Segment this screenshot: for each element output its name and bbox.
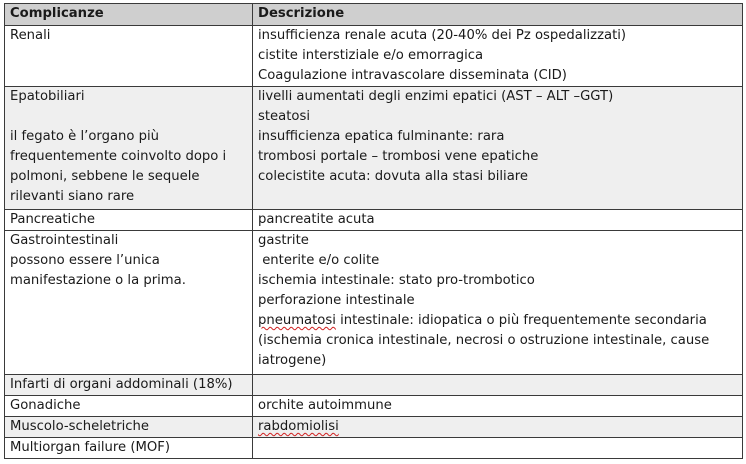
cell-description: [253, 375, 743, 396]
cell-complication: [5, 26, 253, 87]
cell-description: [253, 396, 743, 417]
cell-text: possono essere l’unica: [10, 253, 160, 268]
cell-text: intestinale: idiopatica o più frequentemente secondaria: [335, 313, 707, 328]
cell-description: [253, 438, 743, 459]
cell-text: ischemia intestinale: stato pro-trombotico: [258, 273, 535, 288]
header-complicanze: Complicanze: [5, 4, 253, 26]
cell-text: perforazione intestinale: [258, 293, 415, 308]
cell-text: steatosi: [258, 109, 311, 124]
cell-text: Multiorgan failure (MOF): [10, 440, 170, 455]
cell-text: pancreatite acuta: [258, 212, 375, 227]
table-row: [5, 396, 743, 417]
cell-text: Coagulazione intravascolare disseminata (CID): [258, 68, 567, 83]
cell-text: iatrogene): [258, 353, 327, 368]
cell-complication: [5, 375, 253, 396]
cell-text: enterite e/o colite: [258, 253, 380, 268]
cell-text: Gonadiche: [10, 398, 81, 413]
cell-text: orchite autoimmune: [258, 398, 392, 413]
cell-text: Muscolo-scheletriche: [10, 419, 150, 434]
cell-text: manifestazione o la prima.: [10, 273, 186, 288]
cell-text: trombosi portale – trombosi vene epatiche: [258, 149, 539, 164]
cell-description: [253, 26, 743, 87]
table-row: [5, 375, 743, 396]
table-header-row: [5, 4, 743, 26]
blank-line: [10, 107, 247, 127]
table-row: [5, 26, 743, 87]
cell-description: [253, 231, 743, 375]
table-row: [5, 231, 743, 375]
header-descrizione: Descrizione: [253, 4, 743, 26]
cell-text: insufficienza epatica fulminante: rara: [258, 129, 505, 144]
cell-complication: [5, 231, 253, 375]
cell-text: Pancreatiche: [10, 212, 95, 227]
cell-text: Infarti di organi addominali (18%): [10, 377, 233, 392]
cell-text: polmoni, sebbene le sequele: [10, 169, 200, 184]
table-row: [5, 87, 743, 210]
cell-description: [253, 87, 743, 210]
cell-text-pneumatosi: [258, 311, 737, 331]
cell-description: [253, 210, 743, 231]
complications-table: [4, 3, 743, 459]
cell-complication: [5, 396, 253, 417]
cell-text: Gastrointestinali: [10, 233, 119, 248]
cell-text: il fegato è l’organo più: [10, 129, 160, 144]
cell-text: Renali: [10, 28, 51, 43]
spellcheck-word: rabdomiolisi: [258, 419, 339, 434]
spellcheck-word: pneumatosi: [258, 313, 336, 328]
cell-description: [253, 417, 743, 438]
cell-complication: [5, 210, 253, 231]
cell-text: frequentemente coinvolto dopo i: [10, 149, 227, 164]
cell-text: gastrite: [258, 233, 309, 248]
table-row: [5, 438, 743, 459]
cell-complication: [5, 417, 253, 438]
cell-text: cistite interstiziale e/o emorragica: [258, 48, 484, 63]
table-row: [5, 210, 743, 231]
cell-text: Epatobiliari: [10, 89, 85, 104]
cell-text: (ischemia cronica intestinale, necrosi o ostruzione intestinale, cause: [258, 333, 710, 348]
table-row: [5, 417, 743, 438]
cell-complication: [5, 87, 253, 210]
cell-text: insufficienza renale acuta (20-40% dei Pz ospedalizzati): [258, 28, 627, 43]
cell-text: rilevanti siano rare: [10, 189, 135, 204]
cell-complication: [5, 438, 253, 459]
cell-text: colecistite acuta: dovuta alla stasi biliare: [258, 169, 529, 184]
cell-text: livelli aumentati degli enzimi epatici (AST – ALT –GGT): [258, 89, 614, 104]
